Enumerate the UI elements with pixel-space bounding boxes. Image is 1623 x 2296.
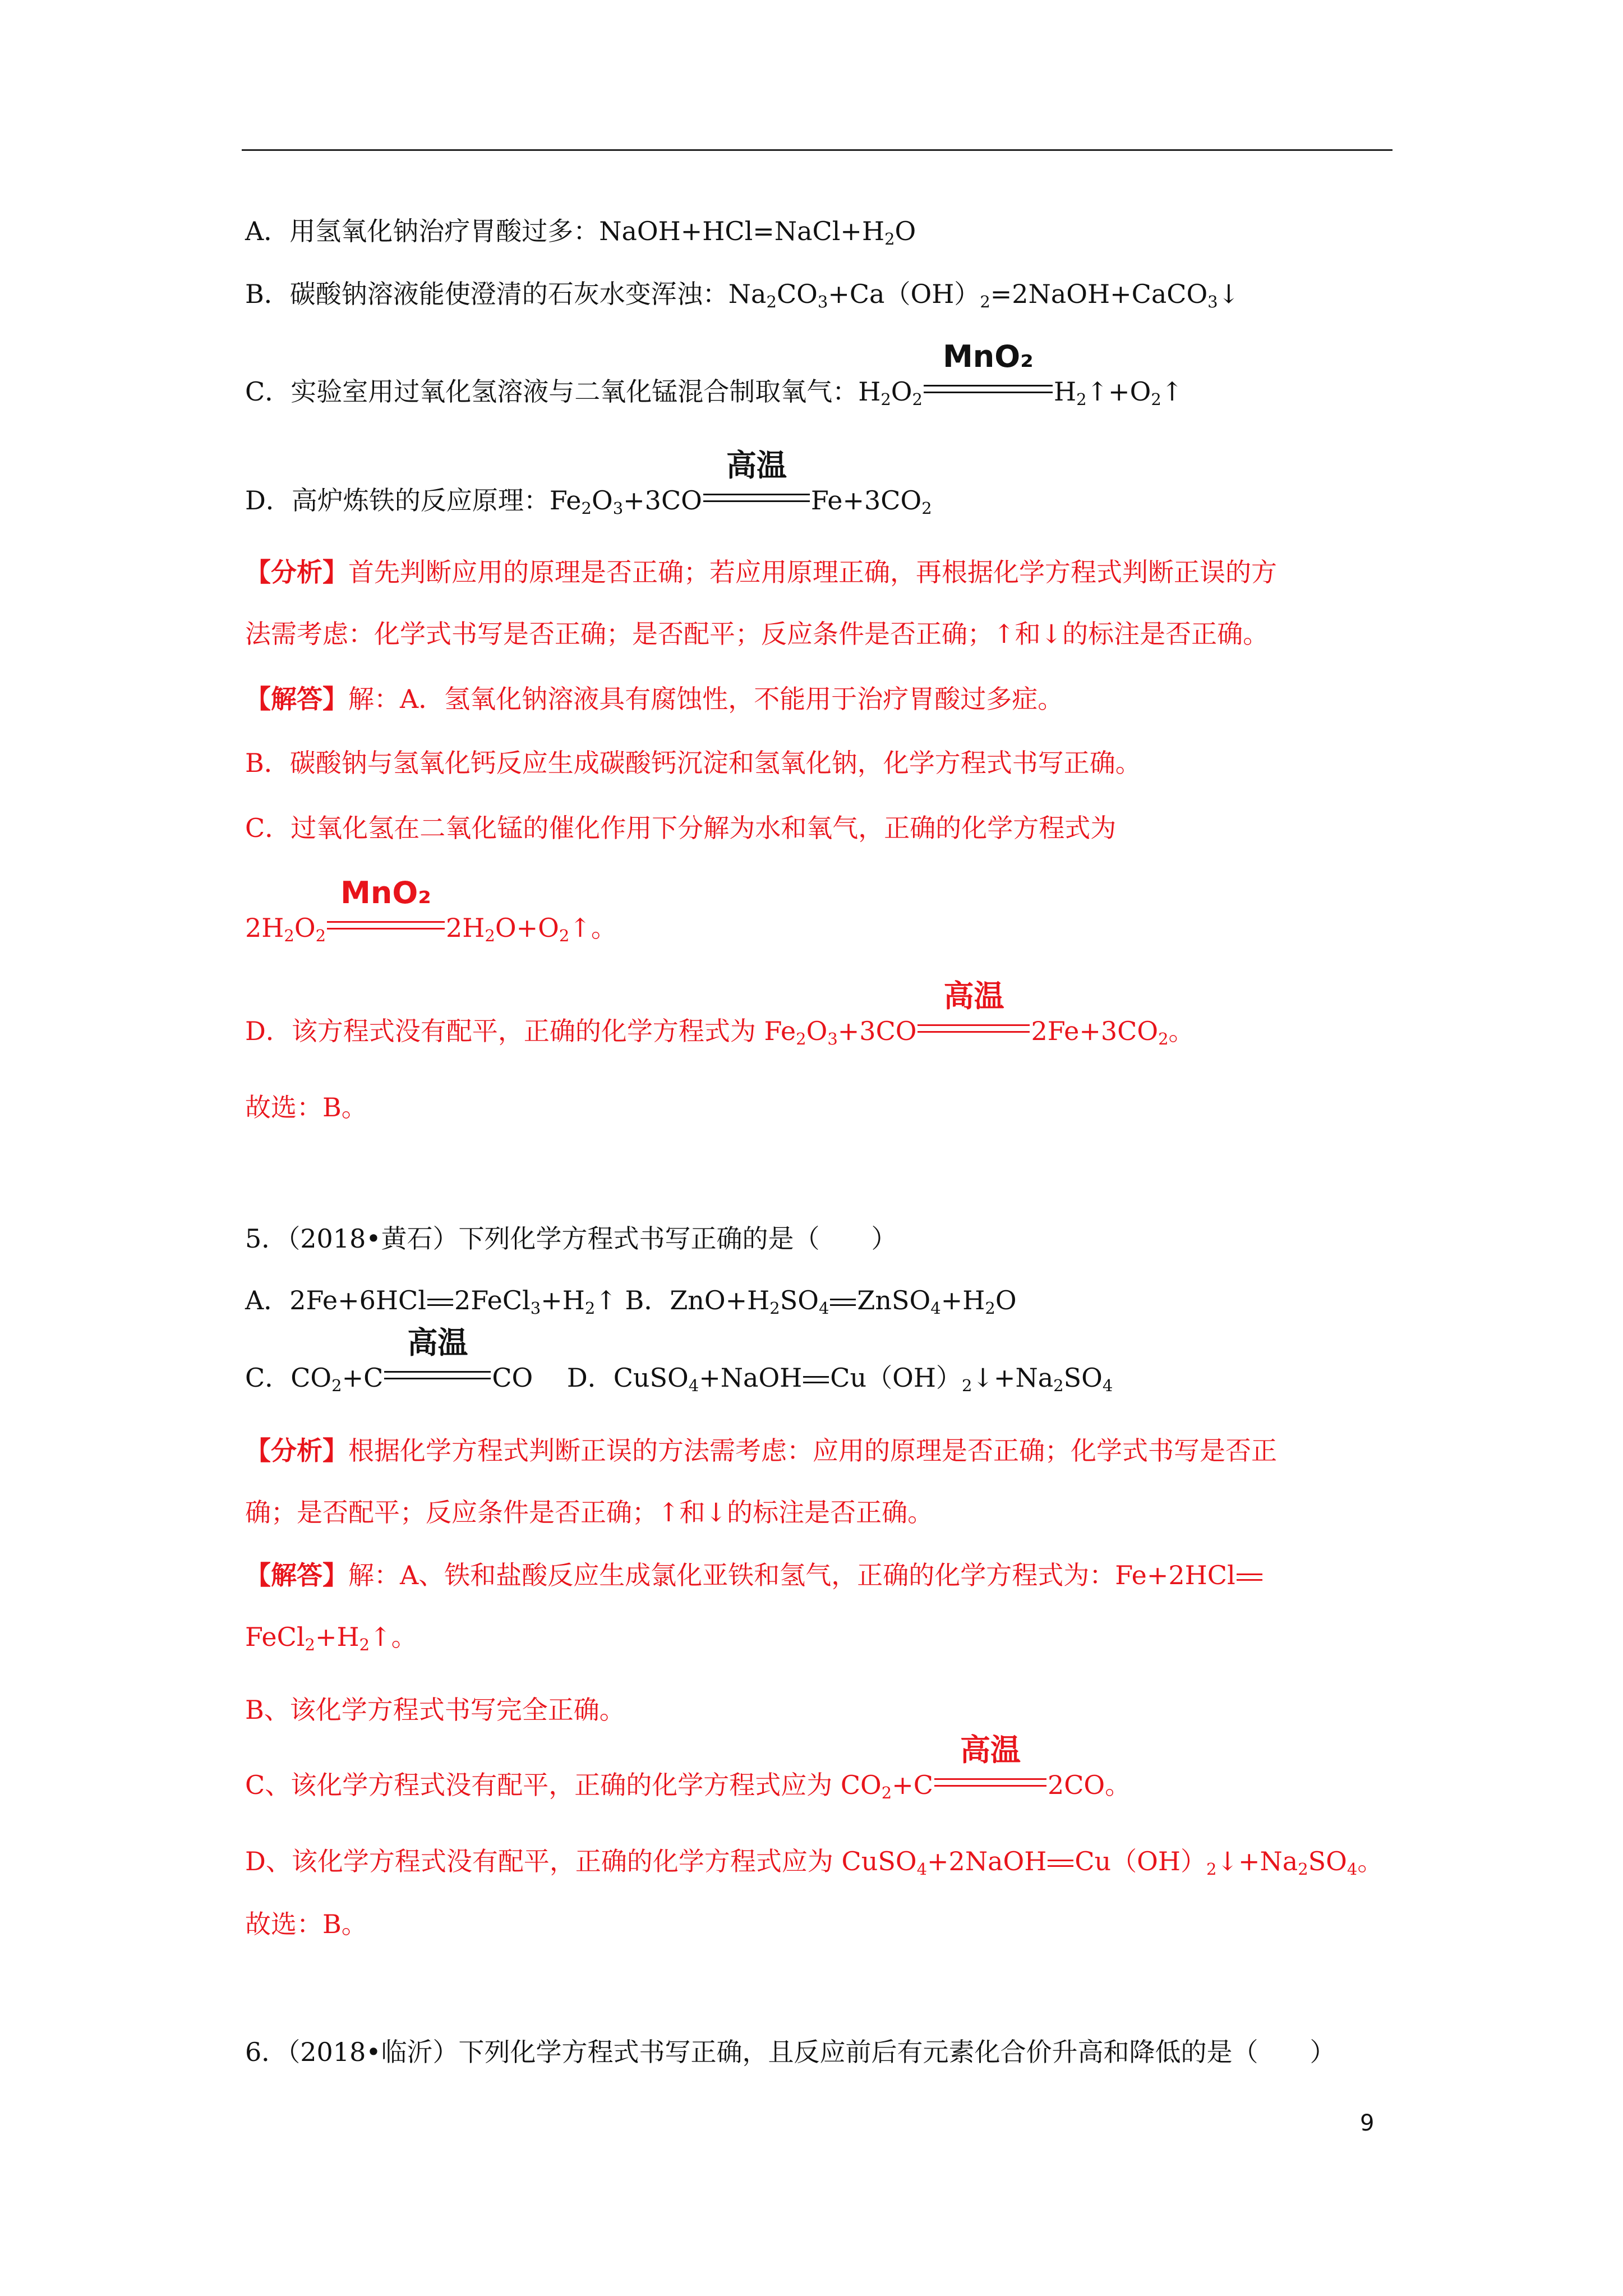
- analysis-5-line-1: 【分析】根据化学方程式判断正误的方法需考虑：应用的原理是否正确；化学式书写是否正: [245, 1435, 1277, 1466]
- answer-5-line-b: B、该化学方程式书写完全正确。: [245, 1695, 625, 1725]
- q5-stem: 5．（2018•黄石）下列化学方程式书写正确的是（ ）: [245, 1223, 897, 1254]
- q6-stem: 6．（2018•临沂）下列化学方程式书写正确，且反应前后有元素化合价升高和降低的是（ ）: [245, 2037, 1336, 2067]
- reaction-condition-high-temp: 高温: [703, 494, 810, 509]
- reaction-condition-high-temp: 高温: [934, 1778, 1046, 1794]
- q5-options-ab: A．2Fe+6HCl $2FeCl_3+H_2↑$ B．$ZnO+H_2SO_4$ $ZnSO_4+H_2O$: [245, 1285, 1017, 1318]
- q4-option-b: B．碳酸钠溶液能使澄清的石灰水变浑浊：$Na_2CO_3+Ca(OH)_2=2NaOH+CaCO_3↓$: [245, 279, 1240, 311]
- answer-4-line-c1: C．过氧化氢在二氧化锰的催化作用下分解为水和氧气，正确的化学方程式为: [245, 813, 1117, 843]
- q4-option-c: C．实验室用过氧化氢溶液与二氧化锰混合制取氧气：$H_2O_2$ MnO₂ $H_2↑+O_2↑$: [245, 339, 1183, 409]
- answer-4-line-c2: $2H_2O_2$ MnO₂ $2H_2O+O_2↑$。: [245, 875, 617, 945]
- reaction-condition-high-temp: 高温: [384, 1371, 491, 1387]
- answer-5-line-c: C、该化学方程式没有配平，正确的化学方程式应为 $CO_2+C$ 高温 2CO。: [245, 1732, 1131, 1802]
- answer-5-line-a1: 【解答】解：A、铁和盐酸反应生成氯化亚铁和氢气，正确的化学方程式为：Fe+2HCl: [245, 1557, 1264, 1593]
- analysis-5-line-2: 确；是否配平；反应条件是否正确；↑和↓的标注是否正确。: [245, 1497, 934, 1527]
- analysis-4-line-1: 【分析】首先判断应用的原理是否正确；若应用原理正确，再根据化学方程式判断正误的方: [245, 557, 1277, 587]
- answer-4-choice: 故选：B。: [245, 1092, 367, 1122]
- q4-option-d: D．高炉炼铁的反应原理：$Fe_2O_3+3CO$ 高温 $Fe+3CO_2$: [245, 448, 932, 518]
- header-rule: [242, 149, 1393, 151]
- reaction-condition-mno2: MnO₂: [327, 921, 445, 937]
- q4-option-a: A．用氢氧化钠治疗胃酸过多：$NaOH+HCl=NaCl+H_2O$: [245, 216, 916, 249]
- answer-5-choice: 故选：B。: [245, 1909, 367, 1939]
- answer-5-line-d: D、该化学方程式没有配平，正确的化学方程式应为 CuSO$_4$+2NaOH $Cu(OH)_2↓+Na_2SO_4$。: [245, 1846, 1384, 1879]
- analysis-4-line-2: 法需考虑：化学式书写是否正确；是否配平；反应条件是否正确；↑和↓的标注是否正确。: [245, 619, 1269, 649]
- q5-options-cd: C．$CO_2+C$ 高温 CO D．CuSO$_4$+NaOH $Cu(OH)_2↓+Na_2SO_4$: [245, 1325, 1113, 1395]
- answer-5-line-a2: $FeCl_2+H_2↑$。: [245, 1622, 417, 1654]
- page-number: 9: [1360, 2110, 1375, 2136]
- reaction-condition-high-temp: 高温: [917, 1024, 1030, 1040]
- answer-4-line-a: 【解答】解：A．氢氧化钠溶液具有腐蚀性，不能用于治疗胃酸过多症。: [245, 684, 1064, 714]
- answer-4-line-d: D．该方程式没有配平，正确的化学方程式为 $Fe_2O_3+3CO$ 高温 $2Fe+3CO_2$。: [245, 978, 1195, 1048]
- answer-4-line-b: B．碳酸钠与氢氧化钙反应生成碳酸钙沉淀和氢氧化钠，化学方程式书写正确。: [245, 748, 1141, 778]
- reaction-condition-mno2: MnO₂: [924, 385, 1053, 401]
